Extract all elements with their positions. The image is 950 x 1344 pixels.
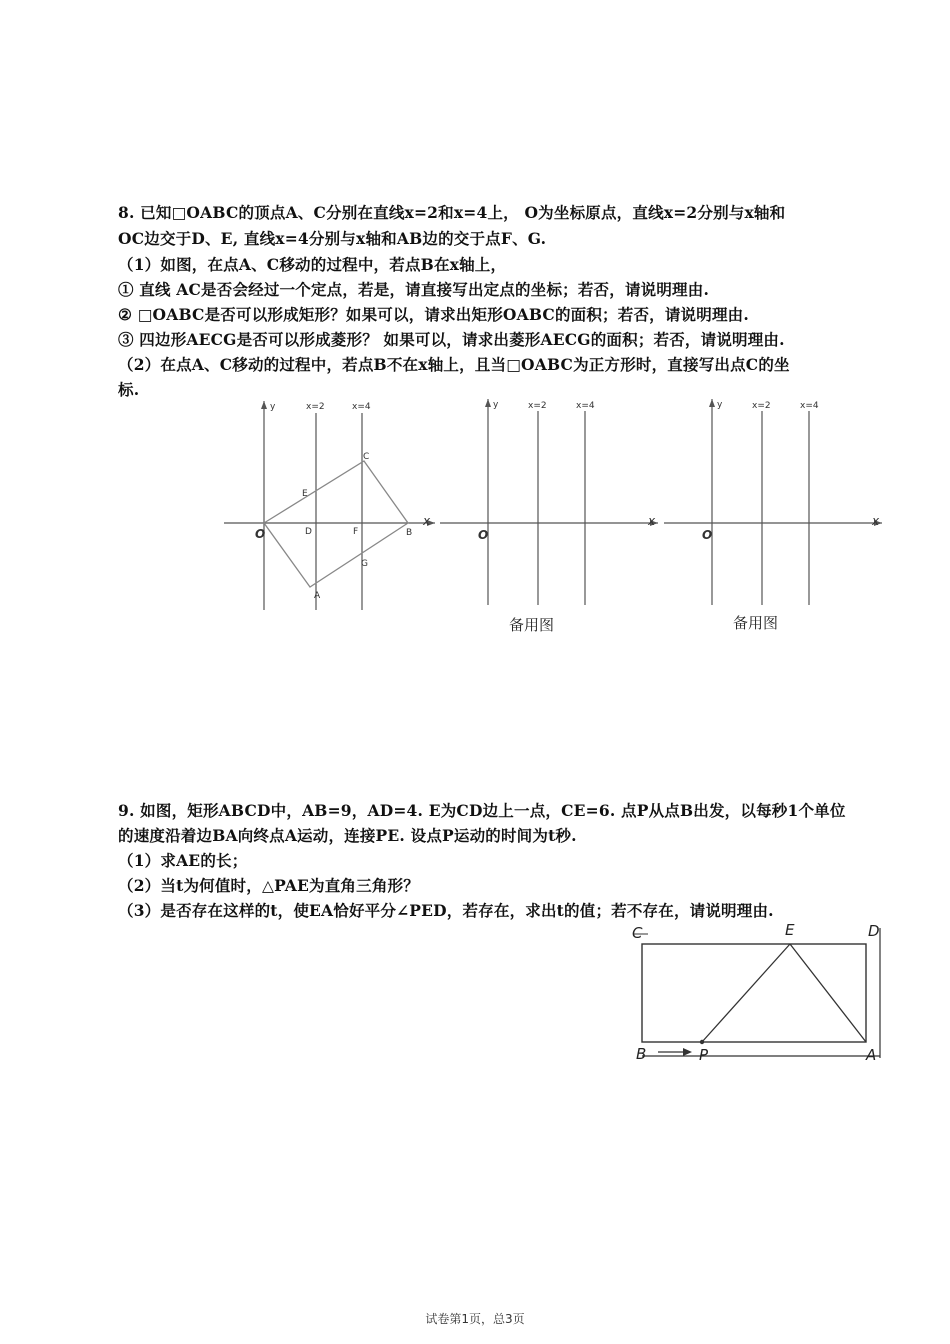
label-x4: x=4 <box>352 402 371 412</box>
point-P <box>700 1040 704 1044</box>
q8-line-1: 8. 已知□OABC的顶点A、C分别在直线x=2和x=4上， O为坐标原点，直线x=2分别与x轴和 <box>118 203 786 222</box>
label-B: B <box>636 1045 647 1063</box>
page-footer: 试卷第1页，总3页 <box>425 1312 525 1326</box>
q8-caption-backup-1: 备用图 <box>509 616 555 634</box>
label-y: y <box>270 402 276 412</box>
q8-line-3: （1）如图，在点A、C移动的过程中，若点B在x轴上， <box>118 255 507 274</box>
label-G: G <box>361 559 368 569</box>
label-O: O <box>702 528 713 542</box>
label-x2: x=2 <box>306 402 325 412</box>
label-D: D <box>868 922 880 940</box>
label-E: E <box>302 489 308 499</box>
q8-figure-backup-2 <box>662 395 887 610</box>
q8-line-8: 标. <box>118 380 140 399</box>
q9-line-1: 9. 如图，矩形ABCD中，AB=9，AD=4. E为CD边上一点，CE=6. 点P从点B出发，以每秒1个单位 <box>118 801 846 820</box>
q8-caption-backup-2: 备用图 <box>733 614 779 632</box>
q8-line-4: ① 直线 AC是否会经过一个定点，若是，请直接写出定点的坐标；若否，请说明理由. <box>118 280 710 299</box>
q9-figure-rectangle <box>628 918 886 1066</box>
label-C: C <box>632 924 643 942</box>
q9-line-4: （2）当t为何值时，△PAE为直角三角形？ <box>118 876 419 895</box>
q9-line-2: 的速度沿着边BA向终点A运动，连接PE. 设点P运动的时间为t秒. <box>118 826 577 845</box>
label-A: A <box>314 591 321 601</box>
label-P: P <box>699 1046 709 1064</box>
q9-line-3: （1）求AE的长； <box>118 851 248 870</box>
parallelogram-OABC <box>264 461 408 587</box>
label-x: x <box>872 514 880 528</box>
rectangle-ABCD <box>642 944 866 1042</box>
label-y: y <box>493 400 499 410</box>
label-C: C <box>363 452 370 462</box>
q8-line-7: （2）在点A、C移动的过程中，若点B不在x轴上，且当□OABC为正方形时，直接写出点C的坐 <box>118 355 790 374</box>
q8-figure-main <box>220 395 440 620</box>
q8-figure-backup-1 <box>438 395 663 610</box>
label-D: D <box>305 527 312 537</box>
q8-line-6: ③ 四边形AECG是否可以形成菱形？ 如果可以，请求出菱形AECG的面积；若否，请说明理由. <box>118 330 785 349</box>
q8-line-2: OC边交于D、E, 直线x=4分别与x轴和AB边的交于点F、G. <box>118 229 547 248</box>
label-x2: x=2 <box>752 401 771 411</box>
label-y: y <box>717 400 723 410</box>
label-x4: x=4 <box>800 401 819 411</box>
label-x: x <box>648 514 656 528</box>
label-O: O <box>255 527 266 541</box>
label-F: F <box>353 527 359 537</box>
label-B: B <box>406 528 413 538</box>
segment-PE <box>702 944 790 1042</box>
label-x2: x=2 <box>528 401 547 411</box>
label-E: E <box>785 921 795 939</box>
q8-line-5: ② □OABC是否可以形成矩形？如果可以，请求出矩形OABC的面积；若否，请说明理由. <box>118 305 749 324</box>
arrow-icon <box>683 1048 692 1056</box>
label-x: x <box>423 514 431 528</box>
q9-line-5: （3）是否存在这样的t，使EA恰好平分∠PED，若存在，求出t的值；若不存在，请说明理由. <box>118 901 774 920</box>
label-O: O <box>478 528 489 542</box>
segment-EA <box>790 944 866 1042</box>
label-x4: x=4 <box>576 401 595 411</box>
label-A: A <box>866 1046 877 1064</box>
